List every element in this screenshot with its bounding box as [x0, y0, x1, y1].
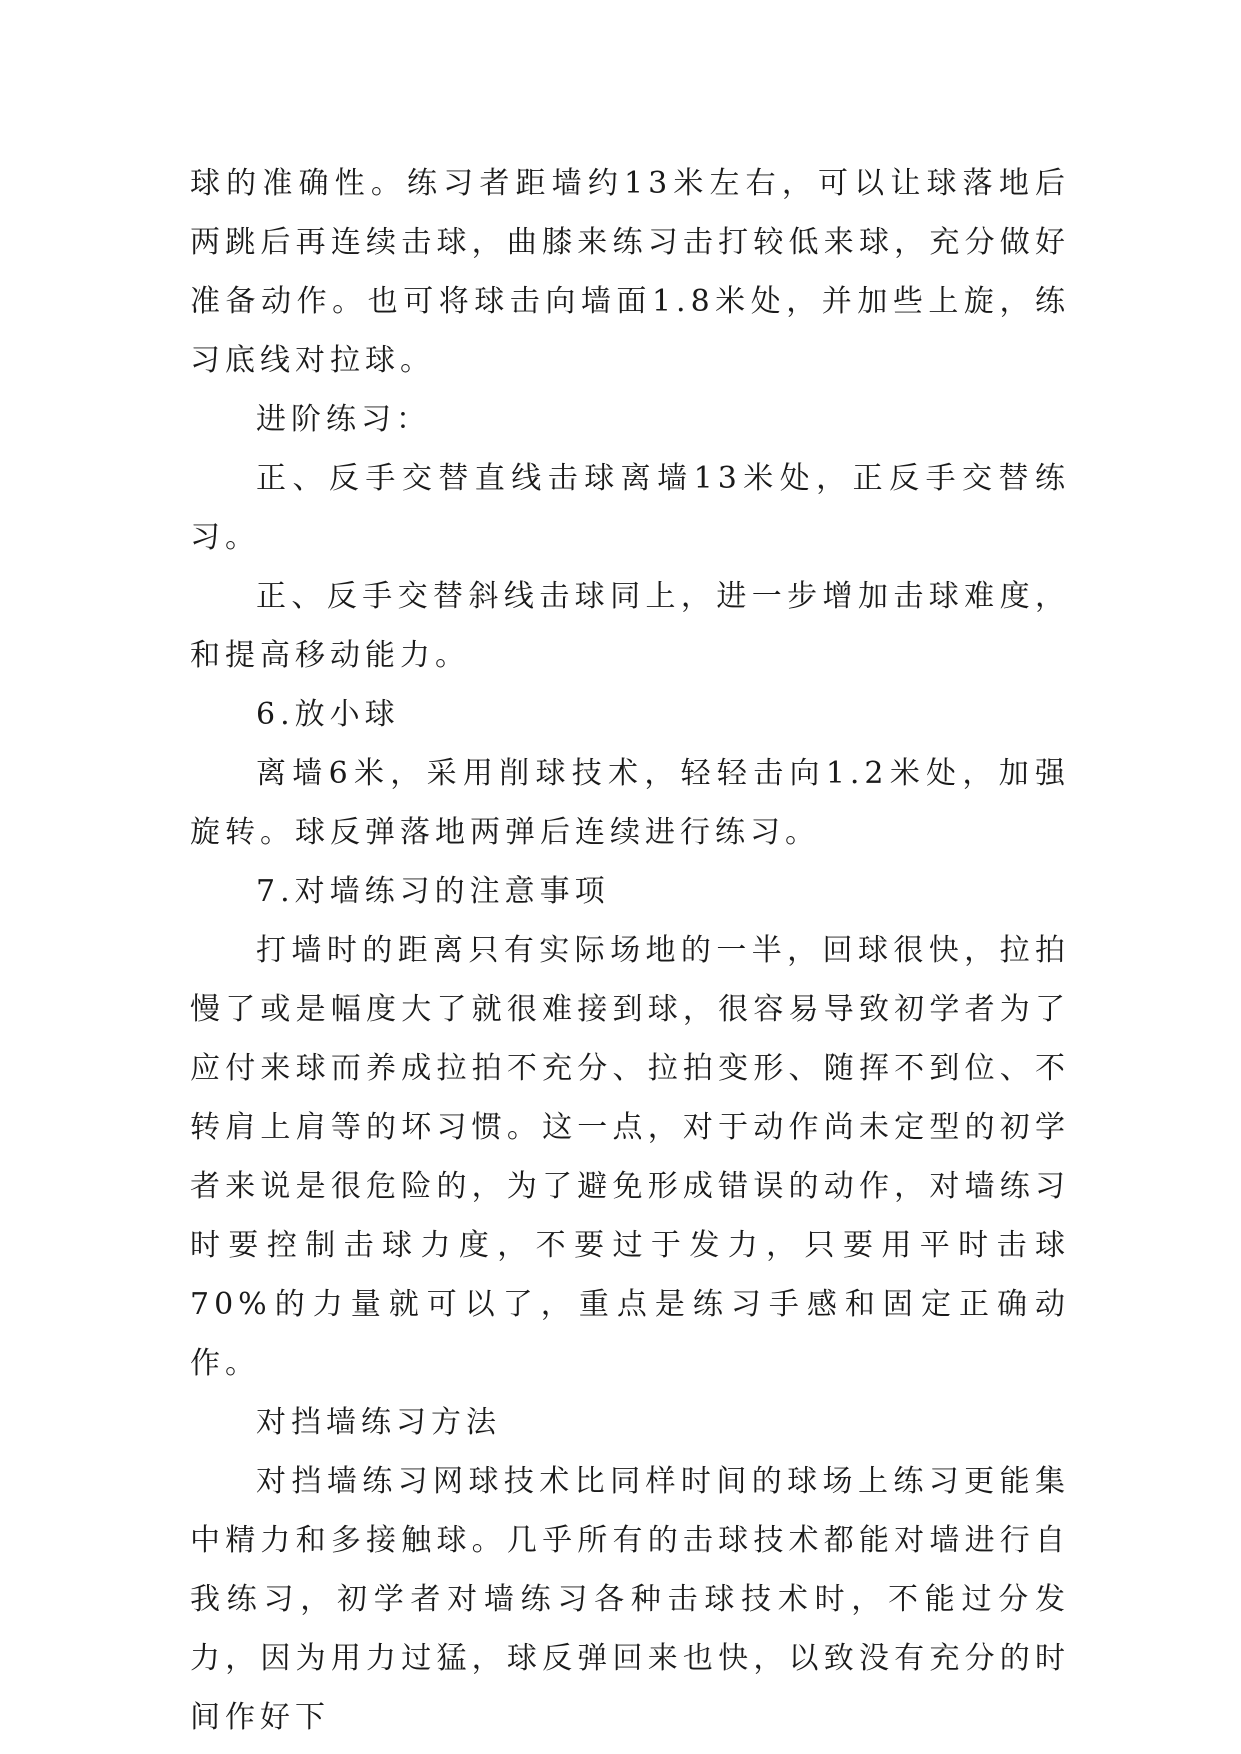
section-heading-drop-shot: 6.放小球	[256, 697, 400, 732]
paragraph-advanced-heading: 进阶练习：	[256, 402, 431, 437]
paragraph-wall-method: 对挡墙练习网球技术比同样时间的球场上练习更能集中精力和多接触球。几乎所有的击球技术都能对墙进行自我练习，初学者对墙练习各种击球技术时，不能过分发力，因为用力过猛，球反弹回来也快，以致没有充分的时间作好下	[190, 1464, 1070, 1735]
section-heading-wall-method: 对挡墙练习方法	[256, 1405, 501, 1440]
paragraph-precautions: 打墙时的距离只有实际场地的一半，回球很快，拉拍慢了或是幅度大了就很难接到球，很容易导致初学者为了应付来球而养成拉拍不充分、拉拍变形、随挥不到位、不转肩上肩等的坏习惯。这一点，对于动作尚未定型的初学者来说是很危险的，为了避免形成错误的动作，对墙练习时要控制击球力度，不要过于发力，只要用平时击球70%的力量就可以了，重点是练习手感和固定正确动作。	[190, 933, 1070, 1381]
paragraph-continuation: 球的准确性。练习者距墙约13米左右，可以让球落地后两跳后再连续击球，曲膝来练习击打较低来球，充分做好准备动作。也可将球击向墙面1.8米处，并加些上旋，练习底线对拉球。	[190, 166, 1070, 378]
body-text	[190, 154, 1070, 1747]
section-heading-precautions: 7.对墙练习的注意事项	[256, 874, 610, 909]
paragraph-straight-line: 正、反手交替直线击球离墙13米处，正反手交替练习。	[190, 461, 1070, 555]
paragraph-cross-court: 正、反手交替斜线击球同上，进一步增加击球难度，和提高移动能力。	[190, 579, 1070, 673]
paragraph-drop-shot: 离墙6米，采用削球技术，轻轻击向1.2米处，加强旋转。球反弹落地两弹后连续进行练习。	[190, 756, 1070, 850]
